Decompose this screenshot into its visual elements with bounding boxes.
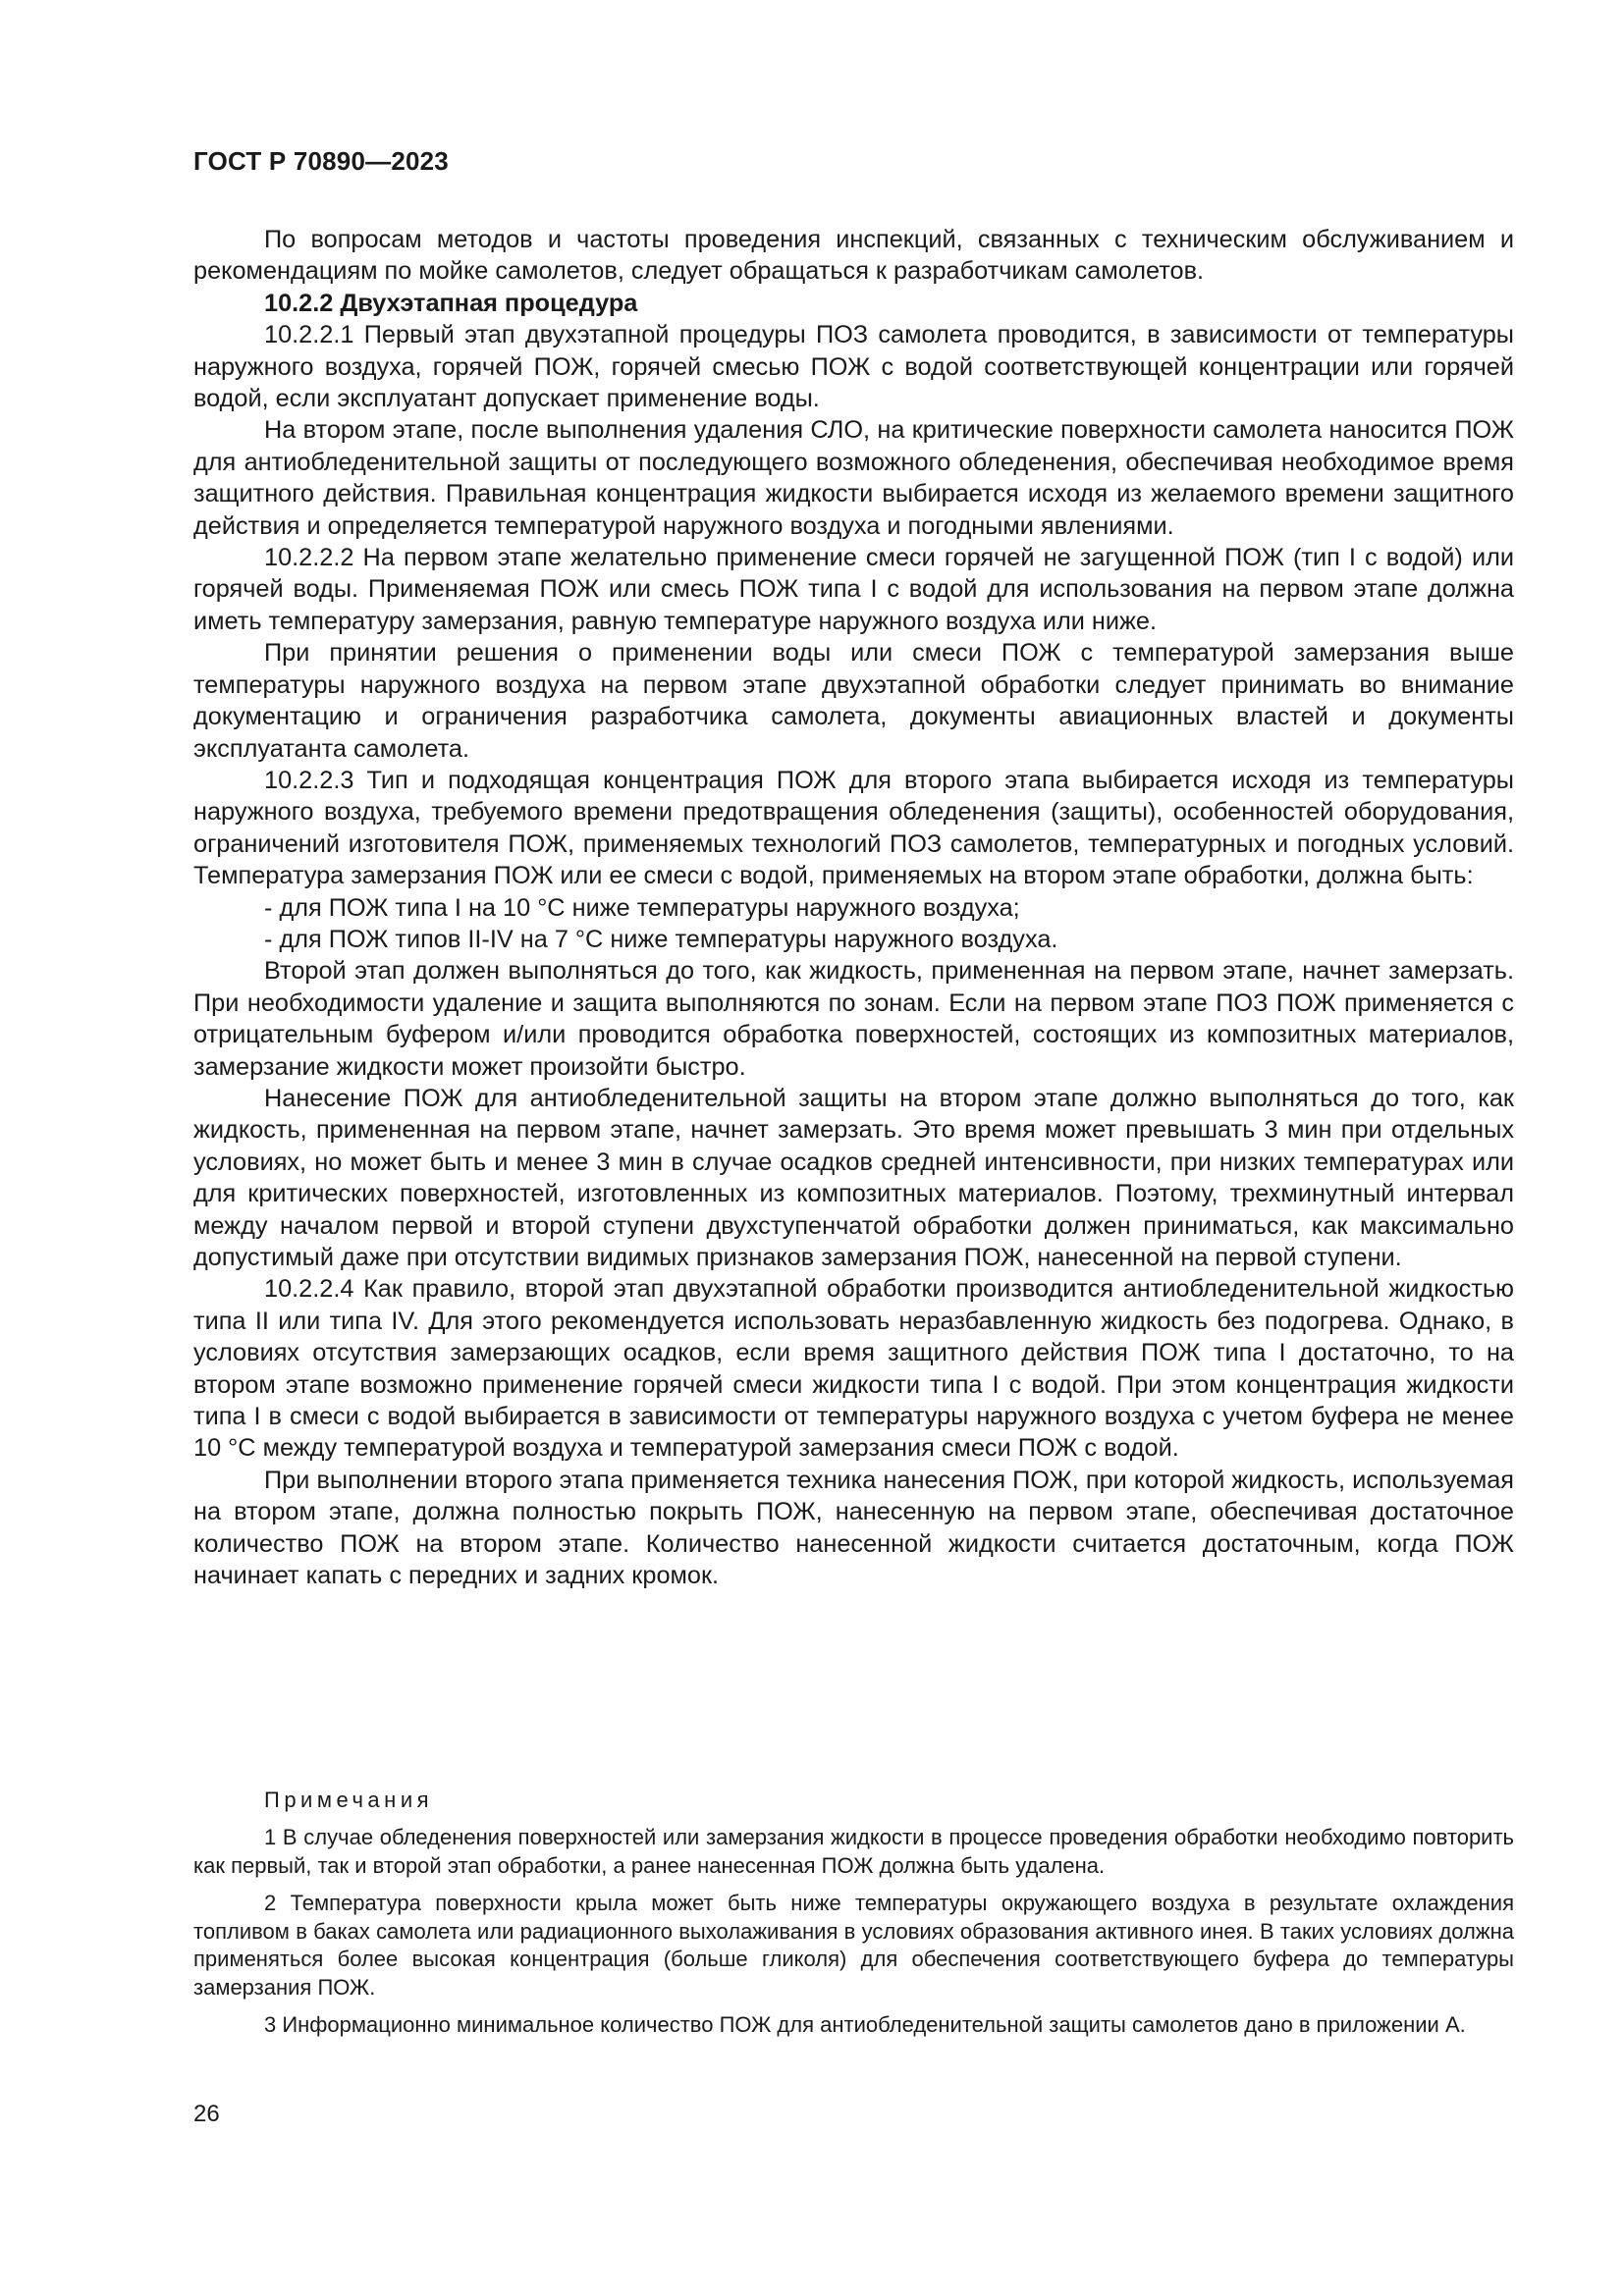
- paragraph: При выполнении второго этапа применяется техника нанесения ПОЖ, при которой жидкость, используемая на втором этапе, должна полностью покрыть ПОЖ, нанесенную на первом этапе, обеспечивая достаточное количество ПОЖ на втором этапе. Количество нанесенной жидкости считается достаточным, когда ПОЖ начинает капать с передних и задних кромок.: [193, 1466, 1514, 1590]
- body-text: [193, 224, 1514, 1591]
- paragraph: Второй этап должен выполняться до того, как жидкость, примененная на первом этапе, начнет замерзать. При необходимости удаление и защита выполняются по зонам. Если на первом этапе ПОЗ ПОЖ применяется с отрицательным буфером и/или проводится обработка поверхностей, состоящих из композитных материалов, замерзание жидкости может произойти быстро.: [193, 957, 1514, 1081]
- section-heading: 10.2.2 Двухэтапная процедура: [264, 289, 638, 317]
- paragraph: Нанесение ПОЖ для антиобледенительной защиты на втором этапе должно выполняться до того, как жидкость, примененная на первом этапе, начнет замерзать. Это время может превышать 3 мин при отдельных условиях, но может быть и менее 3 мин в случае осадков средней интенсивности, при низких температурах или для критических поверхностей, изготовленных из композитных материалов. Поэтому, трехминутный интервал между началом первой и второй ступени двухступенчатой обработки должен приниматься, как максимально допустимый даже при отсутствии видимых признаков замерзания ПОЖ, нанесенной на первой ступени.: [193, 1084, 1514, 1271]
- paragraph: 10.2.2.2 На первом этапе желательно применение смеси горячей не загущенной ПОЖ (тип I с водой) или горячей воды. Применяемая ПОЖ или смесь ПОЖ типа I с водой для использования на первом этапе должна иметь температуру замерзания, равную температуре наружного воздуха или ниже.: [193, 544, 1514, 635]
- notes-title: Примечания: [264, 1788, 434, 1812]
- note-item: 1 В случае обледенения поверхностей или замерзания жидкости в процессе проведения обработки необходимо повторить как первый, так и второй этап обработки, а ранее нанесенная ПОЖ должна быть удалена.: [193, 1825, 1514, 1878]
- paragraph: 10.2.2.4 Как правило, второй этап двухэтапной обработки производится антиобледенительной жидкостью типа II или типа IV. Для этого рекомендуется использовать неразбавленную жидкость без подогрева. Однако, в условиях отсутствия замерзающих осадков, если время защитного действия ПОЖ типа I достаточно, то на втором этапе возможно применение горячей смеси жидкости типа I с водой. При этом концентрация жидкости типа I в смеси с водой выбирается в зависимости от температуры наружного воздуха с учетом буфера не менее 10 °С между температурой воздуха и температурой замерзания смеси ПОЖ с водой.: [193, 1275, 1514, 1463]
- document-page: [193, 0, 1514, 2296]
- list-item: - для ПОЖ типа I на 10 °С ниже температуры наружного воздуха;: [264, 893, 1020, 922]
- page-number: 26: [193, 2101, 220, 2127]
- paragraph: По вопросам методов и частоты проведения инспекций, связанных с техническим обслуживанием и рекомендациям по мойке самолетов, следует обращаться к разработчикам самолетов.: [193, 226, 1514, 286]
- paragraph: 10.2.2.3 Тип и подходящая концентрация ПОЖ для второго этапа выбирается исходя из температуры наружного воздуха, требуемого времени предотвращения обледенения (защиты), особенностей оборудования, ограничений изготовителя ПОЖ, применяемых технологий ПОЗ самолетов, температурных и погодных условий. Температура замерзания ПОЖ или ее смеси с водой, применяемых на втором этапе обработки, должна быть:: [193, 766, 1514, 890]
- paragraph: На втором этапе, после выполнения удаления СЛО, на критические поверхности самолета наносится ПОЖ для антиобледенительной защиты от последующего возможного обледенения, обеспечивая необходимое время защитного действия. Правильная концентрация жидкости выбирается исходя из желаемого времени защитного действия и определяется температурой наружного воздуха и погодными явлениями.: [193, 416, 1514, 540]
- note-item: 2 Температура поверхности крыла может быть ниже температуры окружающего воздуха в результате охлаждения топливом в баках самолета или радиационного выхолаживания в условиях образования активного инея. В таких условиях должна применяться более высокая концентрация (больше гликоля) для обеспечения соответствующего буфера до температуры замерзания ПОЖ.: [193, 1891, 1514, 2000]
- note-item: 3 Информационно минимальное количество ПОЖ для антиобледенительной защиты самолетов дано в приложении А.: [264, 2012, 1466, 2037]
- list-item: - для ПОЖ типов II-IV на 7 °С ниже температуры наружного воздуха.: [264, 925, 1058, 953]
- notes-section: [193, 1787, 1514, 2050]
- paragraph: При принятии решения о применении воды или смеси ПОЖ с температурой замерзания выше температуры наружного воздуха на первом этапе двухэтапной обработки следует принимать во внимание документацию и ограничения разработчика самолета, документы авиационных властей и документы эксплуатанта самолета.: [193, 639, 1514, 763]
- document-header: ГОСТ Р 70890—2023: [193, 146, 449, 176]
- paragraph: 10.2.2.1 Первый этап двухэтапной процедуры ПОЗ самолета проводится, в зависимости от температуры наружного воздуха, горячей ПОЖ, горячей смесью ПОЖ с водой соответствующей концентрации или горячей водой, если эксплуатант допускает применение воды.: [193, 321, 1514, 413]
